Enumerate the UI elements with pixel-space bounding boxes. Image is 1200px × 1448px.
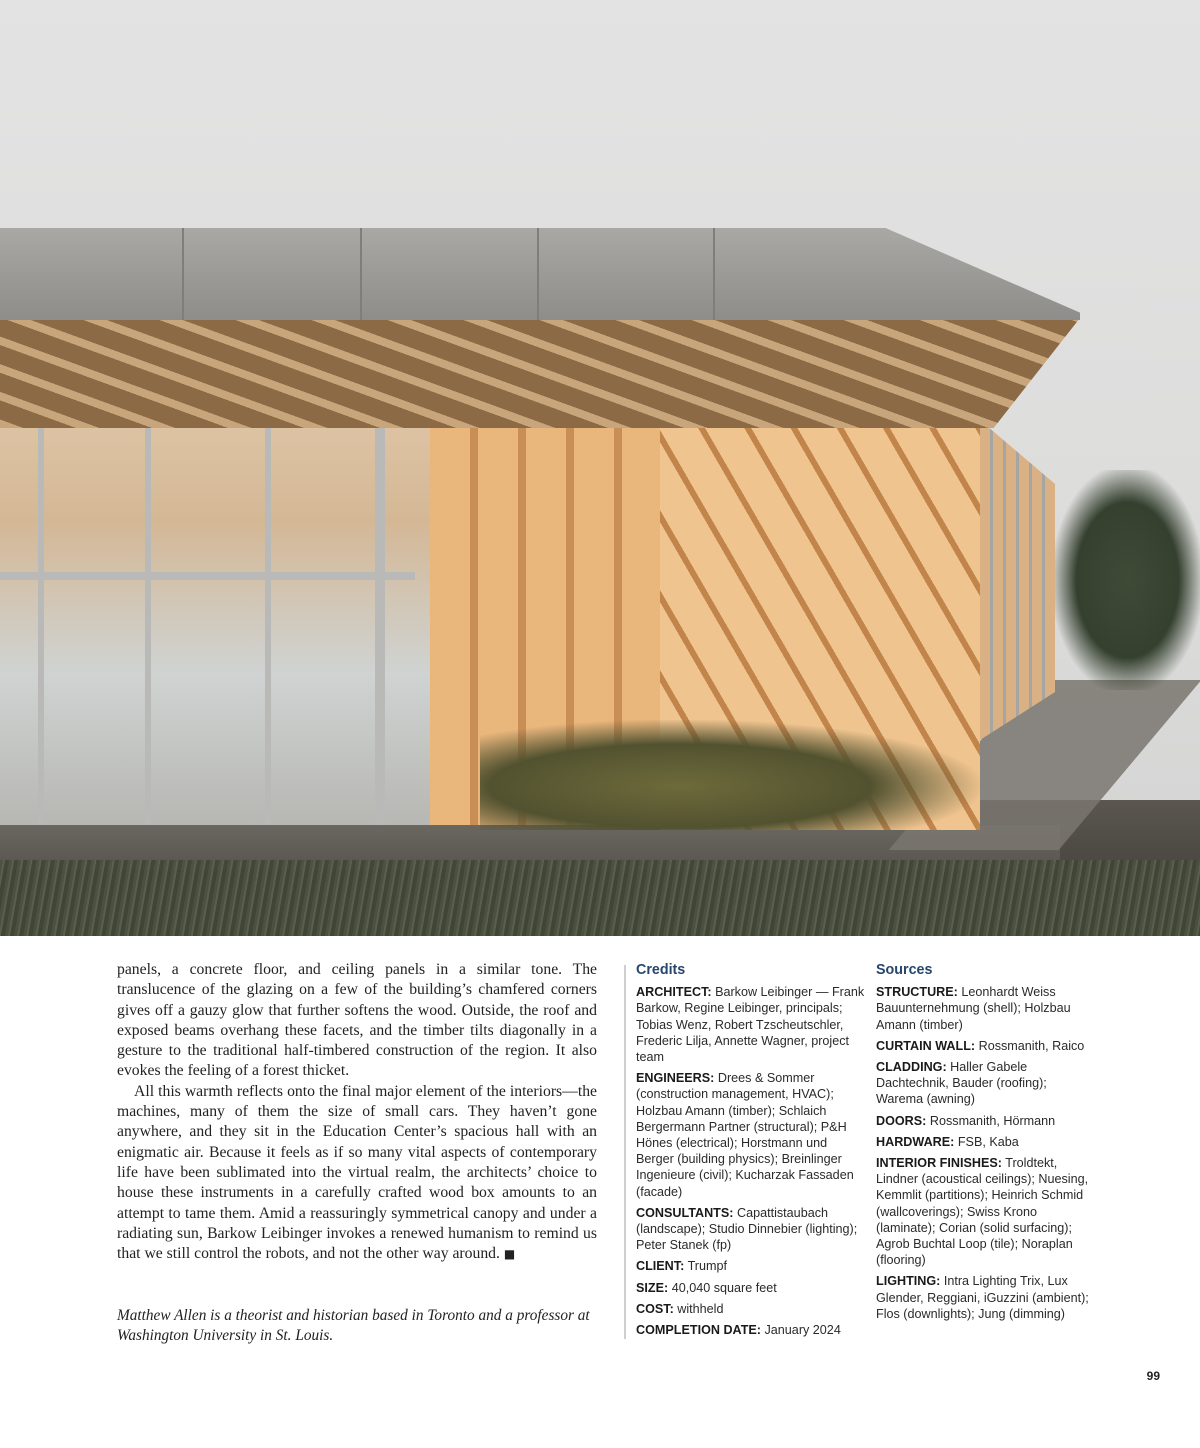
credit-label: SIZE: (636, 1280, 669, 1295)
source-text: Leonhardt Weiss Bauunternehmung (shell); Holzbau Amann (timber) (876, 985, 1071, 1032)
credit-entry-completion-date (636, 1322, 866, 1338)
credits-heading: Credits (636, 962, 686, 978)
source-entry-doors (876, 1113, 1091, 1129)
source-entry-curtain-wall (876, 1038, 1091, 1054)
credit-label: CLIENT: (636, 1259, 685, 1274)
credit-entry-client (636, 1258, 866, 1274)
shrubs (480, 720, 980, 830)
page-number: 99 (1146, 1369, 1160, 1383)
credit-entry-cost (636, 1301, 866, 1317)
credit-label: ENGINEERS: (636, 1071, 715, 1086)
author-bio (117, 1306, 597, 1347)
credit-text: Barkow Leibinger — Frank Barkow, Regine Leibinger, principals; Tobias Wenz, Robert Tzscheutschler, Frederic Lilja, Annette Wagner, project team (636, 985, 865, 1065)
source-entry-hardware (876, 1134, 1091, 1150)
source-label: STRUCTURE: (876, 985, 958, 1000)
credits-column (636, 962, 866, 1343)
credits-rule (624, 965, 626, 1339)
source-entry-lighting (876, 1273, 1091, 1322)
source-text: Rossmanith, Raico (978, 1038, 1085, 1053)
source-entry-structure (876, 984, 1091, 1033)
credit-label: COST: (636, 1301, 674, 1316)
roof-fascia (0, 228, 1080, 320)
source-label: CURTAIN WALL: (876, 1038, 976, 1053)
source-text: Rossmanith, Hörmann (929, 1113, 1056, 1128)
roof-seam (537, 228, 539, 320)
article-body (117, 960, 597, 1264)
credit-text: Trumpf (687, 1259, 727, 1274)
credit-text: January 2024 (764, 1323, 841, 1338)
source-label: HARDWARE: (876, 1134, 955, 1149)
credit-entry-consultants (636, 1205, 866, 1254)
article-paragraph-text: All this warmth reflects onto the final major element of the interiors—the machines, many of them the size of small cars. They haven’t gone anywhere, and they sit in the Education Center’s spacious hall with an enigmatic air. Because it feels as if so many vital aspects of contemporary life have been sublimated into the virtual realm, the architects’ choice to house these instruments in a carefully crafted wood box amounts to an attempt to tame them. Amid a reassuringly symmetrical canopy and under a radiating sun, Barkow Leibinger invokes a renewed humanism to remind us that we still control the robots, and not the other way around. (117, 1082, 597, 1263)
source-text: Troldtekt, Lindner (acoustical ceilings); Nuesing, Kemmlit (partitions); Heinrich Schmid (wallcoverings); Swiss Krono (laminate); Corian (solid surfacing); Agrob Buchtal Loop (tile); Noraplan (flooring) (876, 1156, 1089, 1268)
trees (1055, 470, 1200, 690)
source-text: Haller Gabele Dachtechnik, Bauder (roofing); Warema (awning) (876, 1060, 1047, 1107)
roof-seam (360, 228, 362, 320)
sources-column (876, 962, 1091, 1327)
grass (0, 860, 1200, 936)
article-paragraph: panels, a concrete floor, and ceiling panels in a similar tone. The translucence of the glazing on a few of the building’s chamfered corners gives off a gauzy glow that further softens the wood. Outside, the roof and exposed beams overhang these facets, and the timber tilts diagonally in a gesture to the traditional half-timbered construction of the region. It also evokes the feeling of a forest thicket. (117, 961, 597, 1080)
credit-label: CONSULTANTS: (636, 1205, 734, 1220)
credit-text: 40,040 square feet (671, 1280, 777, 1295)
timber-soffit (0, 318, 1080, 428)
author-bio-text: Matthew Allen is a theorist and historian based in Toronto and a professor at Washington University in St. Louis. (117, 1307, 590, 1345)
transom (0, 572, 415, 580)
credit-entry-engineers (636, 1070, 866, 1200)
sources-heading: Sources (876, 962, 933, 978)
credit-label: COMPLETION DATE: (636, 1323, 761, 1338)
credit-entry-size (636, 1280, 866, 1296)
credit-text: Drees & Sommer (construction management, HVAC); Holzbau Amann (timber); Schlaich Bergermann Partner (structural); P&H Hönes (electrical); Horstmann und Berger (building physics); Breinlinger Ingenieure (civil); Kucharzak Fassaden (facade) (636, 1071, 854, 1199)
article-paragraph (117, 1082, 597, 1265)
source-entry-interior-finishes (876, 1155, 1091, 1268)
source-label: CLADDING: (876, 1060, 947, 1075)
source-label: DOORS: (876, 1113, 927, 1128)
roof-seam (713, 228, 715, 320)
source-label: INTERIOR FINISHES: (876, 1156, 1002, 1171)
credit-text: withheld (677, 1301, 724, 1316)
credit-text: Capattistaubach (landscape); Studio Dinnebier (lighting); Peter Stanek (fp) (636, 1205, 858, 1253)
source-label: LIGHTING: (876, 1274, 941, 1289)
roof-seam (182, 228, 184, 320)
glazing-side (980, 420, 1055, 740)
source-entry-cladding (876, 1059, 1091, 1108)
end-mark: ■ (503, 1247, 516, 1262)
credit-label: ARCHITECT: (636, 985, 712, 1000)
source-text: Intra Lighting Trix, Lux Glender, Reggiani, iGuzzini (ambient); Flos (downlights); Jung (dimming) (876, 1274, 1089, 1321)
source-text: FSB, Kaba (957, 1134, 1019, 1149)
credit-entry-architect (636, 984, 866, 1065)
